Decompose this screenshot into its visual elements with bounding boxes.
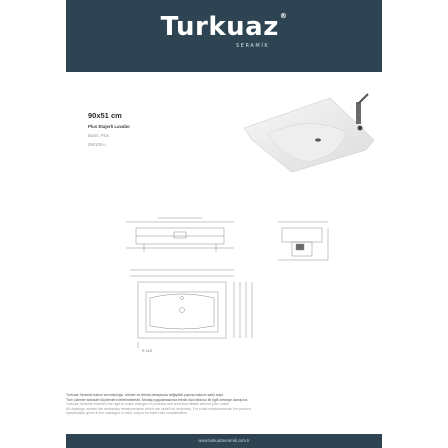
top-view-drawing: [130, 270, 252, 348]
product-name-english: Basin, Plus: [88, 133, 109, 138]
footer-url[interactable]: www.turkuazseramik.com.tr: [198, 438, 250, 443]
note-line-5: specification given in the catalogue is valid; only to be taken into consideration.: [66, 411, 188, 416]
brand-subtitle: SERAMİK: [236, 43, 270, 49]
product-code: 090100-u: [88, 142, 106, 147]
product-size: 90x51 cm: [88, 111, 122, 120]
notes-block: [66, 393, 382, 416]
footer-bar: [66, 434, 382, 448]
note-line-2: Tüm çizimler standart ölçülerden belirtilmektedir. Montaj uygulamasında teknik ölçü tablosu ile ilgili üreticiye danışınız.: [66, 397, 249, 402]
note-line-4: All drawings contain the necessary measurements which are useful for assembly. For exact measurements, the product: [66, 406, 251, 411]
brand-name: Turkuaz: [160, 12, 279, 42]
product-name: Plus Etajerli Lavabo: [88, 124, 130, 129]
side-view-drawing: [278, 222, 328, 260]
technical-drawings: [66, 0, 382, 448]
radius-label: R 14/3: [142, 349, 153, 353]
registered-mark: ®: [279, 12, 288, 20]
datasheet-page: [66, 0, 382, 448]
front-view-drawing: [126, 218, 234, 252]
note-line-3: Turkuaz Seramik reserves the right to make changes in products and technical details without prior notice.: [66, 402, 231, 407]
note-line-1: Turkuaz Seramik bakım sorumluluğu, ürünler ve teknik detaylarda değişiklik yapma hakkını saklı tutar.: [66, 393, 224, 397]
